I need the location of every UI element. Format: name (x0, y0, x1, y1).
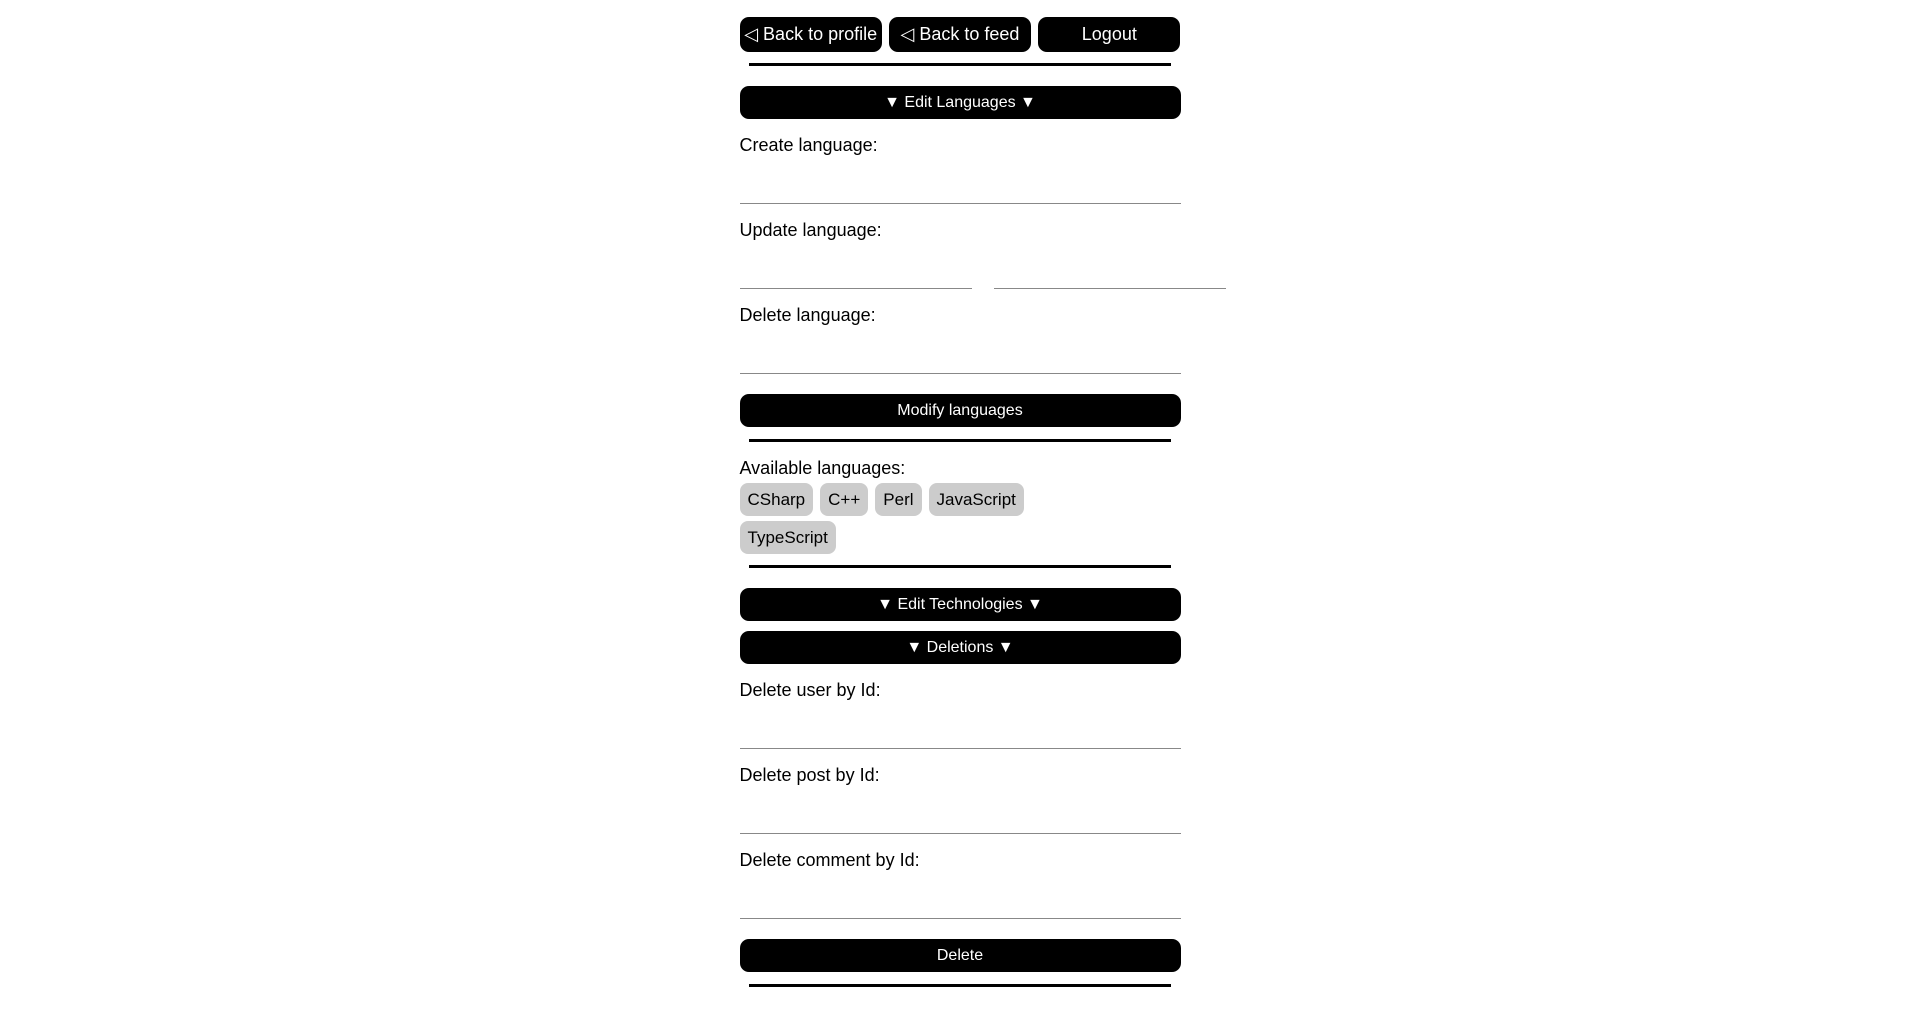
language-tag[interactable]: JavaScript (929, 483, 1024, 516)
create-language-input[interactable] (740, 156, 1181, 204)
delete-button[interactable]: Delete (740, 939, 1181, 972)
update-language-inputs (740, 241, 1181, 289)
divider (749, 984, 1171, 987)
language-tag[interactable]: TypeScript (740, 521, 836, 554)
modify-languages-button[interactable]: Modify languages (740, 394, 1181, 427)
delete-post-id-input[interactable] (740, 786, 1181, 834)
delete-language-input[interactable] (740, 326, 1181, 374)
update-language-input-first[interactable] (740, 241, 972, 289)
delete-user-label: Delete user by Id: (739, 680, 881, 700)
divider (749, 439, 1171, 442)
back-to-feed-button[interactable]: ◁ Back to feed (889, 17, 1031, 52)
logout-button[interactable]: Logout (1038, 17, 1180, 52)
available-languages-label: Available languages: (739, 458, 906, 478)
edit-languages-toggle[interactable]: ▼ Edit Languages ▼ (740, 86, 1181, 119)
create-language-label: Create language: (739, 135, 878, 155)
language-tag[interactable]: C++ (820, 483, 868, 516)
admin-panel (740, 17, 1181, 987)
language-tag[interactable]: CSharp (740, 483, 814, 516)
delete-comment-label: Delete comment by Id: (739, 850, 920, 870)
language-tag[interactable]: Perl (875, 483, 921, 516)
deletions-toggle[interactable]: ▼ Deletions ▼ (740, 631, 1181, 664)
divider (749, 63, 1171, 66)
update-language-input-second[interactable] (994, 241, 1226, 289)
delete-user-id-input[interactable] (740, 701, 1181, 749)
divider (749, 565, 1171, 568)
back-to-profile-button[interactable]: ◁ Back to profile (740, 17, 882, 52)
delete-post-label: Delete post by Id: (739, 765, 880, 785)
update-language-label: Update language: (739, 220, 882, 240)
edit-technologies-toggle[interactable]: ▼ Edit Technologies ▼ (740, 588, 1181, 621)
available-languages-list (740, 483, 1060, 554)
delete-comment-id-input[interactable] (740, 871, 1181, 919)
delete-language-label: Delete language: (739, 305, 876, 325)
top-nav-row (740, 17, 1181, 52)
